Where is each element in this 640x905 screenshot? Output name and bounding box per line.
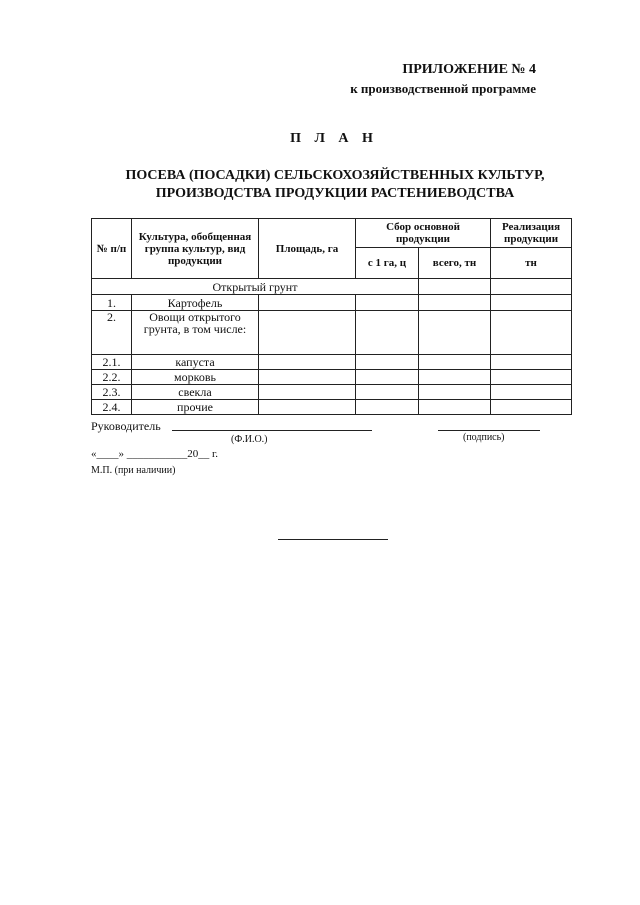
row-name: Овощи открытого грунта, в том числе:: [132, 311, 259, 355]
header-sales-unit: тн: [491, 248, 572, 279]
row-num: 2.2.: [92, 370, 132, 385]
header-sales: Реализация продукции: [491, 219, 572, 248]
table-cell: [419, 295, 491, 311]
row-name: прочие: [132, 400, 259, 415]
table-cell: [259, 400, 356, 415]
header-harvest: Сбор основной продукции: [356, 219, 491, 248]
header-num: № п/п: [92, 219, 132, 279]
table-cell: [356, 370, 419, 385]
table-row: [92, 400, 572, 415]
table-cell: [419, 370, 491, 385]
plan-table: [91, 218, 572, 415]
table-cell: [356, 295, 419, 311]
table-cell: [356, 400, 419, 415]
signature-line: [438, 430, 540, 431]
row-num: 1.: [92, 295, 132, 311]
document-title: П Л А Н: [290, 131, 378, 146]
row-name: Картофель: [132, 295, 259, 311]
document-subtitle: ПОСЕВА (ПОСАДКИ) СЕЛЬСКОХОЗЯЙСТВЕННЫХ КУЛЬТУР, ПРОИЗВОДСТВА ПРОДУКЦИИ РАСТЕНИЕВОДСТВА: [125, 168, 545, 201]
header-per-ha: с 1 га, ц: [356, 248, 419, 279]
row-num: 2.1.: [92, 355, 132, 370]
row-num: 2.: [92, 311, 132, 355]
table-cell: [419, 400, 491, 415]
table-cell: [356, 385, 419, 400]
table-cell: [491, 370, 572, 385]
table-row: [92, 311, 572, 355]
table-cell: [356, 311, 419, 355]
table-cell: [259, 355, 356, 370]
date-line: «____» ___________20__ г.: [91, 448, 219, 460]
table-cell: [491, 295, 572, 311]
table-cell: [356, 355, 419, 370]
fio-line: [172, 430, 372, 431]
table-cell: [419, 385, 491, 400]
stamp-note: М.П. (при наличии): [91, 465, 176, 476]
table-row: [92, 355, 572, 370]
table-row: [92, 295, 572, 311]
table-row: [92, 370, 572, 385]
header-culture: Культура, обобщенная группа культур, вид продукции: [132, 219, 259, 279]
row-name: морковь: [132, 370, 259, 385]
table-cell: [491, 400, 572, 415]
table-cell: [491, 385, 572, 400]
signature-label: Руководитель: [91, 419, 161, 433]
header-total: всего, тн: [419, 248, 491, 279]
row-num: 2.3.: [92, 385, 132, 400]
signature-caption: (подпись): [463, 432, 505, 443]
table-cell: [491, 311, 572, 355]
table-cell: [419, 311, 491, 355]
row-name: свекла: [132, 385, 259, 400]
row-num: 2.4.: [92, 400, 132, 415]
table-cell: [491, 279, 572, 295]
table-cell: [491, 355, 572, 370]
table-row: [92, 385, 572, 400]
bottom-divider: [278, 539, 388, 540]
header-area: Площадь, га: [259, 219, 356, 279]
table-cell: [419, 279, 491, 295]
section-label: Открытый грунт: [92, 279, 419, 295]
annex-reference: к производственной программе: [350, 81, 536, 96]
table-cell: [259, 370, 356, 385]
table-cell: [419, 355, 491, 370]
fio-caption: (Ф.И.О.): [231, 434, 268, 445]
table-cell: [259, 311, 356, 355]
row-name: капуста: [132, 355, 259, 370]
table-cell: [259, 385, 356, 400]
table-cell: [259, 295, 356, 311]
annex-number: ПРИЛОЖЕНИЕ № 4: [402, 62, 536, 77]
